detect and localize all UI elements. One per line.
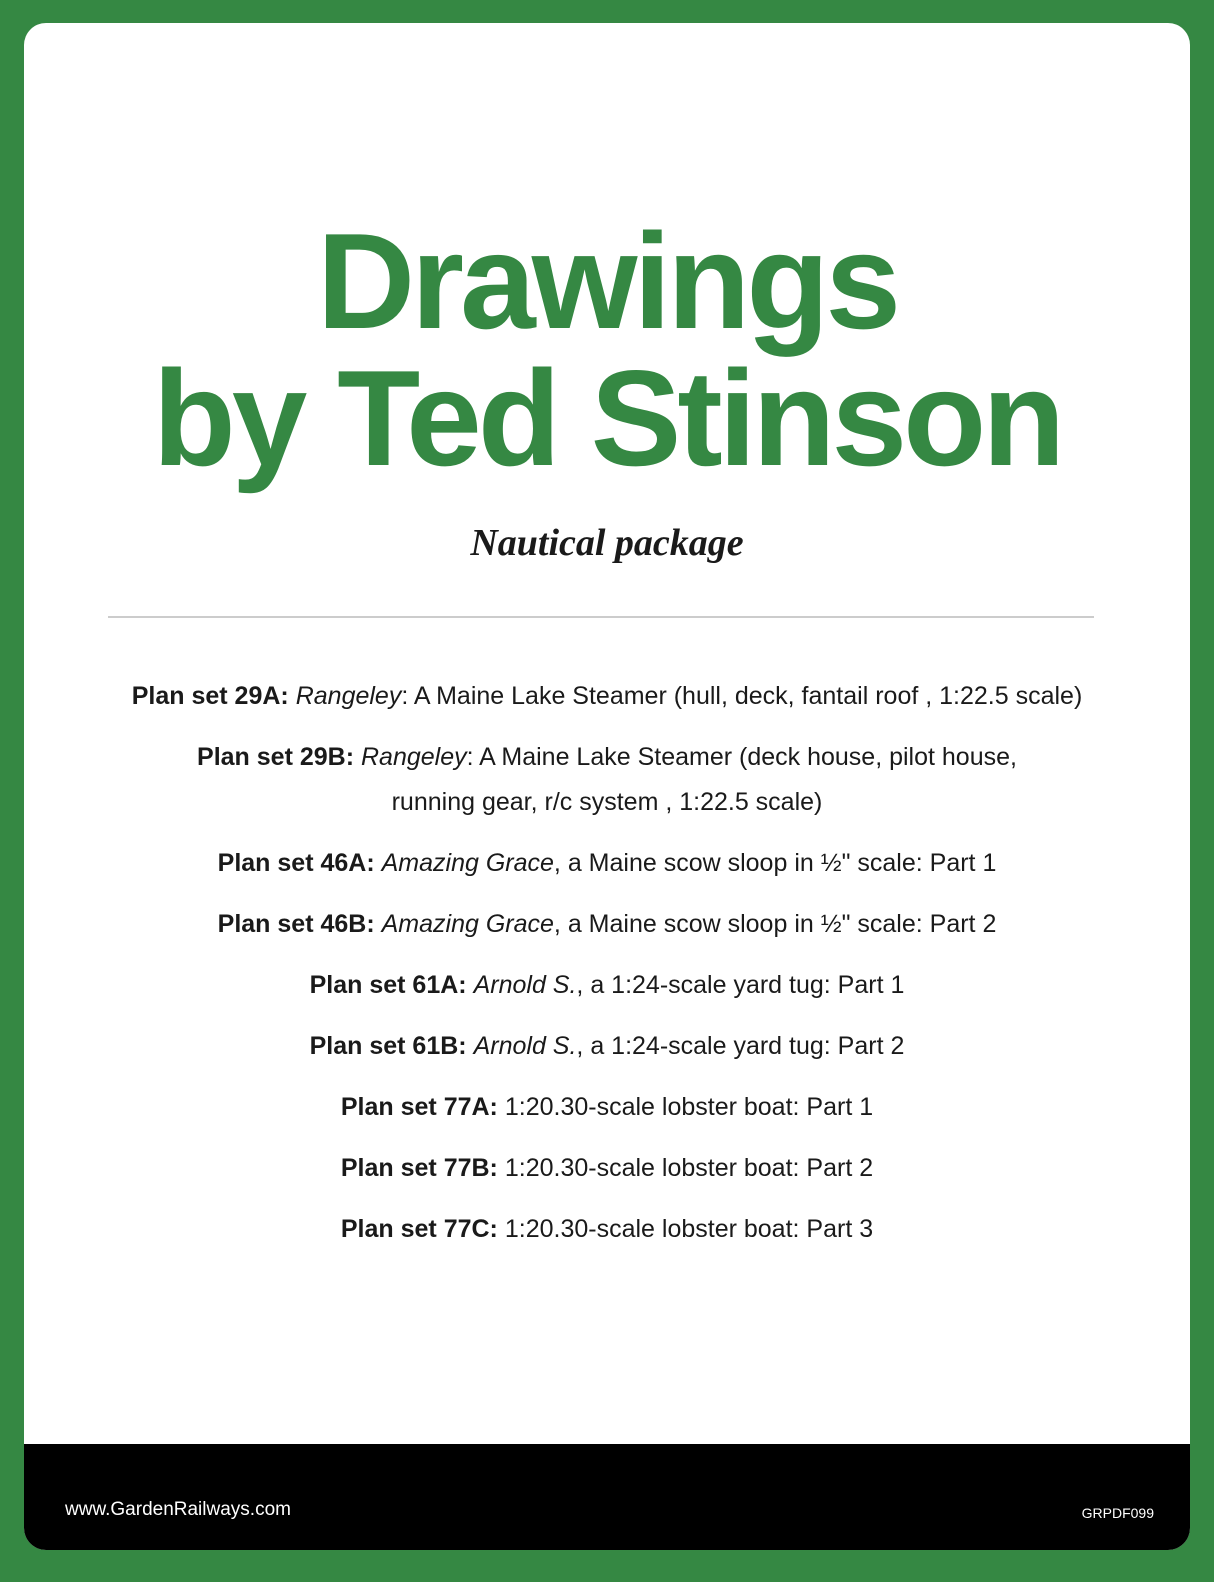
plan-label: Plan set 46B: xyxy=(217,910,375,938)
plan-description: , a Maine scow sloop in ½" scale: Part 2 xyxy=(553,910,997,938)
plan-label: Plan set 77C: xyxy=(340,1215,498,1243)
plan-vessel-name: Arnold S. xyxy=(473,971,577,999)
plan-description: : A Maine Lake Steamer (deck house, pilot house, running gear, r/c system , 1:22.5 scale) xyxy=(391,743,1017,816)
divider xyxy=(108,616,1094,618)
plan-label: Plan set 61A: xyxy=(309,971,467,999)
plan-description: , a Maine scow sloop in ½" scale: Part 1 xyxy=(553,849,997,877)
plan-item xyxy=(24,1207,1190,1252)
plan-label: Plan set 29A: xyxy=(131,682,289,710)
plan-item xyxy=(24,1024,1190,1069)
plan-description: 1:20.30-scale lobster boat: Part 2 xyxy=(504,1154,874,1182)
plan-label: Plan set 61B: xyxy=(309,1032,467,1060)
website-link[interactable]: www.GardenRailways.com xyxy=(65,1499,291,1520)
plan-label: Plan set 77A: xyxy=(340,1093,498,1121)
plan-vessel-name: Amazing Grace xyxy=(381,910,554,938)
page-card xyxy=(24,23,1190,1550)
plan-description: 1:20.30-scale lobster boat: Part 1 xyxy=(504,1093,874,1121)
plan-item xyxy=(24,963,1190,1008)
plan-label: Plan set 77B: xyxy=(340,1154,498,1182)
plan-vessel-name: Arnold S. xyxy=(473,1032,577,1060)
plan-description: , a 1:24-scale yard tug: Part 2 xyxy=(576,1032,905,1060)
plan-item xyxy=(24,841,1190,886)
footer-bar xyxy=(24,1444,1190,1550)
subtitle: Nautical package xyxy=(470,522,744,564)
plan-item xyxy=(24,735,1190,825)
plan-label: Plan set 46A: xyxy=(217,849,375,877)
plan-label: Plan set 29B: xyxy=(197,743,355,771)
title-line-2: by Ted Stinson xyxy=(152,342,1062,494)
plan-item xyxy=(24,1085,1190,1130)
plan-description: , a 1:24-scale yard tug: Part 1 xyxy=(576,971,905,999)
plan-description: 1:20.30-scale lobster boat: Part 3 xyxy=(504,1215,874,1243)
plan-vessel-name: Rangeley xyxy=(295,682,402,710)
document-code: GRPDF099 xyxy=(1081,1505,1154,1521)
plan-vessel-name: Rangeley xyxy=(360,743,467,771)
plan-vessel-name: Amazing Grace xyxy=(381,849,554,877)
plan-description: : A Maine Lake Steamer (hull, deck, fantail roof , 1:22.5 scale) xyxy=(401,682,1083,710)
plan-item xyxy=(24,674,1190,719)
plan-item xyxy=(24,902,1190,947)
plan-item xyxy=(24,1146,1190,1191)
title-line-1: Drawings xyxy=(316,205,898,357)
plan-list xyxy=(24,674,1190,1268)
